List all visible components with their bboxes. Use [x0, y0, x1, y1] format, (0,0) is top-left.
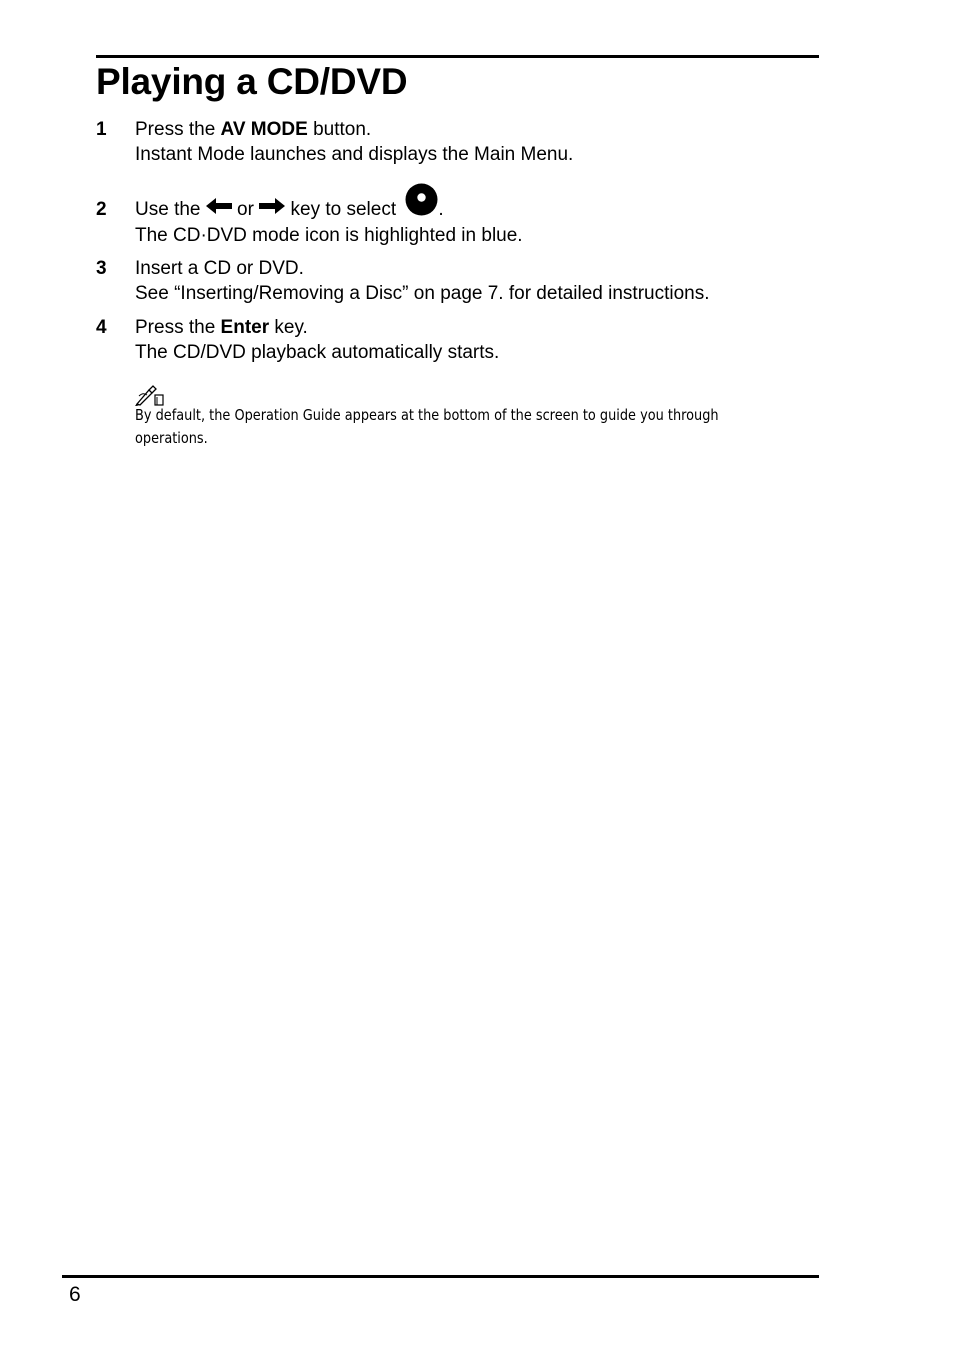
- step-instruction: Press the Enter key.: [135, 317, 308, 338]
- step-body: [135, 256, 815, 306]
- step-result: See “Inserting/Removing a Disc” on page 7. for detailed instructions.: [135, 283, 710, 304]
- note-text: [135, 404, 780, 450]
- right-arrow-key-icon: [259, 196, 285, 221]
- note-text-line: operations.: [135, 429, 208, 447]
- step-body: [135, 197, 815, 248]
- step-result: Instant Mode launches and displays the Main Menu.: [135, 144, 574, 165]
- step-instruction: Press the AV MODE button.: [135, 119, 372, 140]
- top-rule: [96, 55, 819, 58]
- step-result: The CD·DVD mode icon is highlighted in blue.: [135, 225, 523, 246]
- step-result: The CD/DVD playback automatically starts.: [135, 342, 500, 363]
- left-arrow-key-icon: [206, 196, 232, 221]
- step-number: 2: [96, 199, 107, 220]
- av-mode-button-label: AV MODE: [220, 119, 308, 140]
- note: [135, 384, 795, 450]
- step-body: [135, 117, 815, 167]
- page-title: Playing a CD/DVD: [96, 61, 408, 102]
- step-instruction: Use the or key to select .: [135, 197, 815, 223]
- step-body: [135, 315, 815, 365]
- note-text-line: By default, the Operation Guide appears at the bottom of the screen to guide you through: [135, 406, 719, 424]
- bottom-rule: [62, 1275, 819, 1278]
- note-pencil-icon: [135, 384, 165, 406]
- cd-dvd-mode-icon: [405, 183, 438, 223]
- step-instruction: Insert a CD or DVD.: [135, 258, 304, 279]
- step-number: 1: [96, 119, 107, 140]
- step-number: 4: [96, 317, 107, 338]
- enter-key-label: Enter: [220, 317, 270, 338]
- page-number: 6: [69, 1283, 81, 1306]
- step-number: 3: [96, 258, 107, 279]
